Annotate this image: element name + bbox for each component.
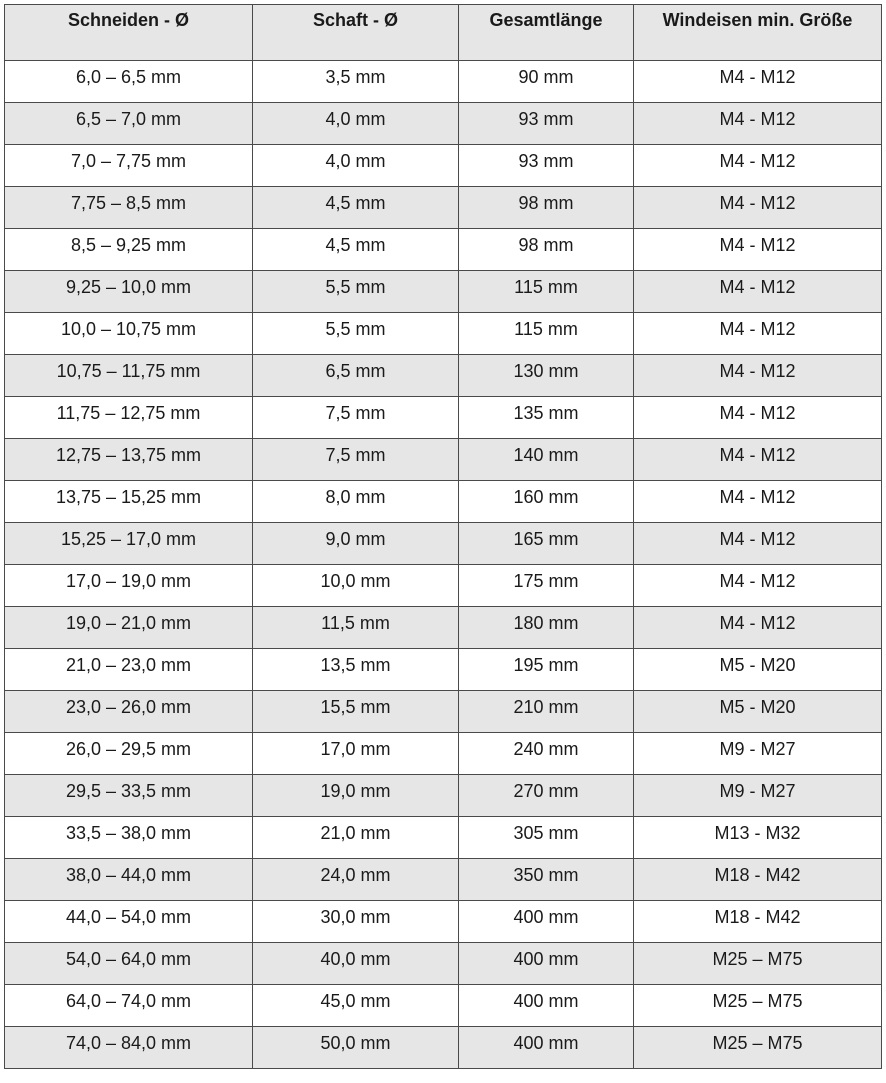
cell-total-length: 165 mm xyxy=(459,523,634,565)
cell-cutting-diameter: 29,5 – 33,5 mm xyxy=(5,775,253,817)
cell-shank-diameter: 5,5 mm xyxy=(253,271,459,313)
cell-cutting-diameter: 7,75 – 8,5 mm xyxy=(5,187,253,229)
cell-total-length: 135 mm xyxy=(459,397,634,439)
cell-tap-wrench-size: M4 - M12 xyxy=(634,187,882,229)
cell-cutting-diameter: 15,25 – 17,0 mm xyxy=(5,523,253,565)
cell-total-length: 400 mm xyxy=(459,943,634,985)
cell-tap-wrench-size: M25 – M75 xyxy=(634,985,882,1027)
cell-tap-wrench-size: M4 - M12 xyxy=(634,607,882,649)
cell-shank-diameter: 5,5 mm xyxy=(253,313,459,355)
table-body xyxy=(5,61,882,1069)
cell-shank-diameter: 19,0 mm xyxy=(253,775,459,817)
cell-tap-wrench-size: M9 - M27 xyxy=(634,733,882,775)
cell-cutting-diameter: 6,0 – 6,5 mm xyxy=(5,61,253,103)
cell-shank-diameter: 30,0 mm xyxy=(253,901,459,943)
table-row xyxy=(5,397,882,439)
cell-cutting-diameter: 8,5 – 9,25 mm xyxy=(5,229,253,271)
cell-cutting-diameter: 10,0 – 10,75 mm xyxy=(5,313,253,355)
cell-tap-wrench-size: M4 - M12 xyxy=(634,481,882,523)
table-row xyxy=(5,439,882,481)
cell-cutting-diameter: 12,75 – 13,75 mm xyxy=(5,439,253,481)
cell-tap-wrench-size: M4 - M12 xyxy=(634,397,882,439)
cell-total-length: 180 mm xyxy=(459,607,634,649)
cell-total-length: 98 mm xyxy=(459,229,634,271)
cell-tap-wrench-size: M18 - M42 xyxy=(634,859,882,901)
cell-cutting-diameter: 23,0 – 26,0 mm xyxy=(5,691,253,733)
cell-total-length: 115 mm xyxy=(459,313,634,355)
table-row xyxy=(5,61,882,103)
cell-shank-diameter: 7,5 mm xyxy=(253,439,459,481)
cell-tap-wrench-size: M4 - M12 xyxy=(634,523,882,565)
cell-cutting-diameter: 33,5 – 38,0 mm xyxy=(5,817,253,859)
table-row xyxy=(5,187,882,229)
table-row xyxy=(5,901,882,943)
table-row xyxy=(5,775,882,817)
header-row xyxy=(5,5,882,61)
table-row xyxy=(5,313,882,355)
cell-cutting-diameter: 9,25 – 10,0 mm xyxy=(5,271,253,313)
cell-cutting-diameter: 26,0 – 29,5 mm xyxy=(5,733,253,775)
cell-total-length: 130 mm xyxy=(459,355,634,397)
cell-tap-wrench-size: M25 – M75 xyxy=(634,1027,882,1069)
cell-shank-diameter: 17,0 mm xyxy=(253,733,459,775)
cell-tap-wrench-size: M13 - M32 xyxy=(634,817,882,859)
cell-shank-diameter: 40,0 mm xyxy=(253,943,459,985)
table-row xyxy=(5,1027,882,1069)
cell-shank-diameter: 24,0 mm xyxy=(253,859,459,901)
table-row xyxy=(5,943,882,985)
cell-tap-wrench-size: M4 - M12 xyxy=(634,313,882,355)
cell-cutting-diameter: 64,0 – 74,0 mm xyxy=(5,985,253,1027)
table-row xyxy=(5,103,882,145)
cell-total-length: 400 mm xyxy=(459,985,634,1027)
table-row xyxy=(5,523,882,565)
cell-cutting-diameter: 21,0 – 23,0 mm xyxy=(5,649,253,691)
cell-cutting-diameter: 10,75 – 11,75 mm xyxy=(5,355,253,397)
cell-cutting-diameter: 44,0 – 54,0 mm xyxy=(5,901,253,943)
size-table xyxy=(4,4,882,1069)
cell-tap-wrench-size: M4 - M12 xyxy=(634,61,882,103)
header-tap-wrench-size: Windeisen min. Größe xyxy=(634,5,882,61)
table-row xyxy=(5,817,882,859)
cell-cutting-diameter: 13,75 – 15,25 mm xyxy=(5,481,253,523)
table-row xyxy=(5,859,882,901)
table-row xyxy=(5,271,882,313)
header-cutting-diameter: Schneiden - Ø xyxy=(5,5,253,61)
cell-shank-diameter: 4,0 mm xyxy=(253,145,459,187)
cell-shank-diameter: 10,0 mm xyxy=(253,565,459,607)
cell-total-length: 160 mm xyxy=(459,481,634,523)
cell-tap-wrench-size: M18 - M42 xyxy=(634,901,882,943)
cell-shank-diameter: 13,5 mm xyxy=(253,649,459,691)
cell-shank-diameter: 7,5 mm xyxy=(253,397,459,439)
cell-total-length: 400 mm xyxy=(459,1027,634,1069)
cell-cutting-diameter: 19,0 – 21,0 mm xyxy=(5,607,253,649)
cell-shank-diameter: 21,0 mm xyxy=(253,817,459,859)
table-row xyxy=(5,733,882,775)
cell-tap-wrench-size: M4 - M12 xyxy=(634,355,882,397)
cell-total-length: 93 mm xyxy=(459,145,634,187)
cell-tap-wrench-size: M4 - M12 xyxy=(634,439,882,481)
cell-shank-diameter: 45,0 mm xyxy=(253,985,459,1027)
cell-total-length: 98 mm xyxy=(459,187,634,229)
cell-total-length: 175 mm xyxy=(459,565,634,607)
table-row xyxy=(5,145,882,187)
cell-shank-diameter: 8,0 mm xyxy=(253,481,459,523)
cell-total-length: 270 mm xyxy=(459,775,634,817)
table-row xyxy=(5,355,882,397)
cell-tap-wrench-size: M5 - M20 xyxy=(634,691,882,733)
cell-total-length: 93 mm xyxy=(459,103,634,145)
cell-cutting-diameter: 38,0 – 44,0 mm xyxy=(5,859,253,901)
table-row xyxy=(5,691,882,733)
table-row xyxy=(5,985,882,1027)
cell-cutting-diameter: 17,0 – 19,0 mm xyxy=(5,565,253,607)
cell-tap-wrench-size: M5 - M20 xyxy=(634,649,882,691)
cell-shank-diameter: 6,5 mm xyxy=(253,355,459,397)
cell-total-length: 240 mm xyxy=(459,733,634,775)
cell-shank-diameter: 11,5 mm xyxy=(253,607,459,649)
cell-tap-wrench-size: M25 – M75 xyxy=(634,943,882,985)
table-row xyxy=(5,481,882,523)
table-row xyxy=(5,607,882,649)
cell-shank-diameter: 50,0 mm xyxy=(253,1027,459,1069)
table-row xyxy=(5,649,882,691)
table-header xyxy=(5,5,882,61)
cell-cutting-diameter: 7,0 – 7,75 mm xyxy=(5,145,253,187)
cell-total-length: 400 mm xyxy=(459,901,634,943)
cell-tap-wrench-size: M4 - M12 xyxy=(634,103,882,145)
table-row xyxy=(5,229,882,271)
cell-cutting-diameter: 74,0 – 84,0 mm xyxy=(5,1027,253,1069)
table-row xyxy=(5,565,882,607)
cell-shank-diameter: 4,0 mm xyxy=(253,103,459,145)
cell-total-length: 305 mm xyxy=(459,817,634,859)
cell-cutting-diameter: 11,75 – 12,75 mm xyxy=(5,397,253,439)
cell-total-length: 90 mm xyxy=(459,61,634,103)
cell-tap-wrench-size: M4 - M12 xyxy=(634,145,882,187)
cell-total-length: 115 mm xyxy=(459,271,634,313)
cell-shank-diameter: 3,5 mm xyxy=(253,61,459,103)
header-shank-diameter: Schaft - Ø xyxy=(253,5,459,61)
cell-shank-diameter: 4,5 mm xyxy=(253,229,459,271)
cell-tap-wrench-size: M9 - M27 xyxy=(634,775,882,817)
cell-shank-diameter: 4,5 mm xyxy=(253,187,459,229)
cell-cutting-diameter: 6,5 – 7,0 mm xyxy=(5,103,253,145)
cell-shank-diameter: 15,5 mm xyxy=(253,691,459,733)
cell-total-length: 350 mm xyxy=(459,859,634,901)
cell-cutting-diameter: 54,0 – 64,0 mm xyxy=(5,943,253,985)
cell-shank-diameter: 9,0 mm xyxy=(253,523,459,565)
cell-total-length: 140 mm xyxy=(459,439,634,481)
cell-tap-wrench-size: M4 - M12 xyxy=(634,565,882,607)
cell-tap-wrench-size: M4 - M12 xyxy=(634,229,882,271)
cell-tap-wrench-size: M4 - M12 xyxy=(634,271,882,313)
header-total-length: Gesamtlänge xyxy=(459,5,634,61)
cell-total-length: 195 mm xyxy=(459,649,634,691)
cell-total-length: 210 mm xyxy=(459,691,634,733)
